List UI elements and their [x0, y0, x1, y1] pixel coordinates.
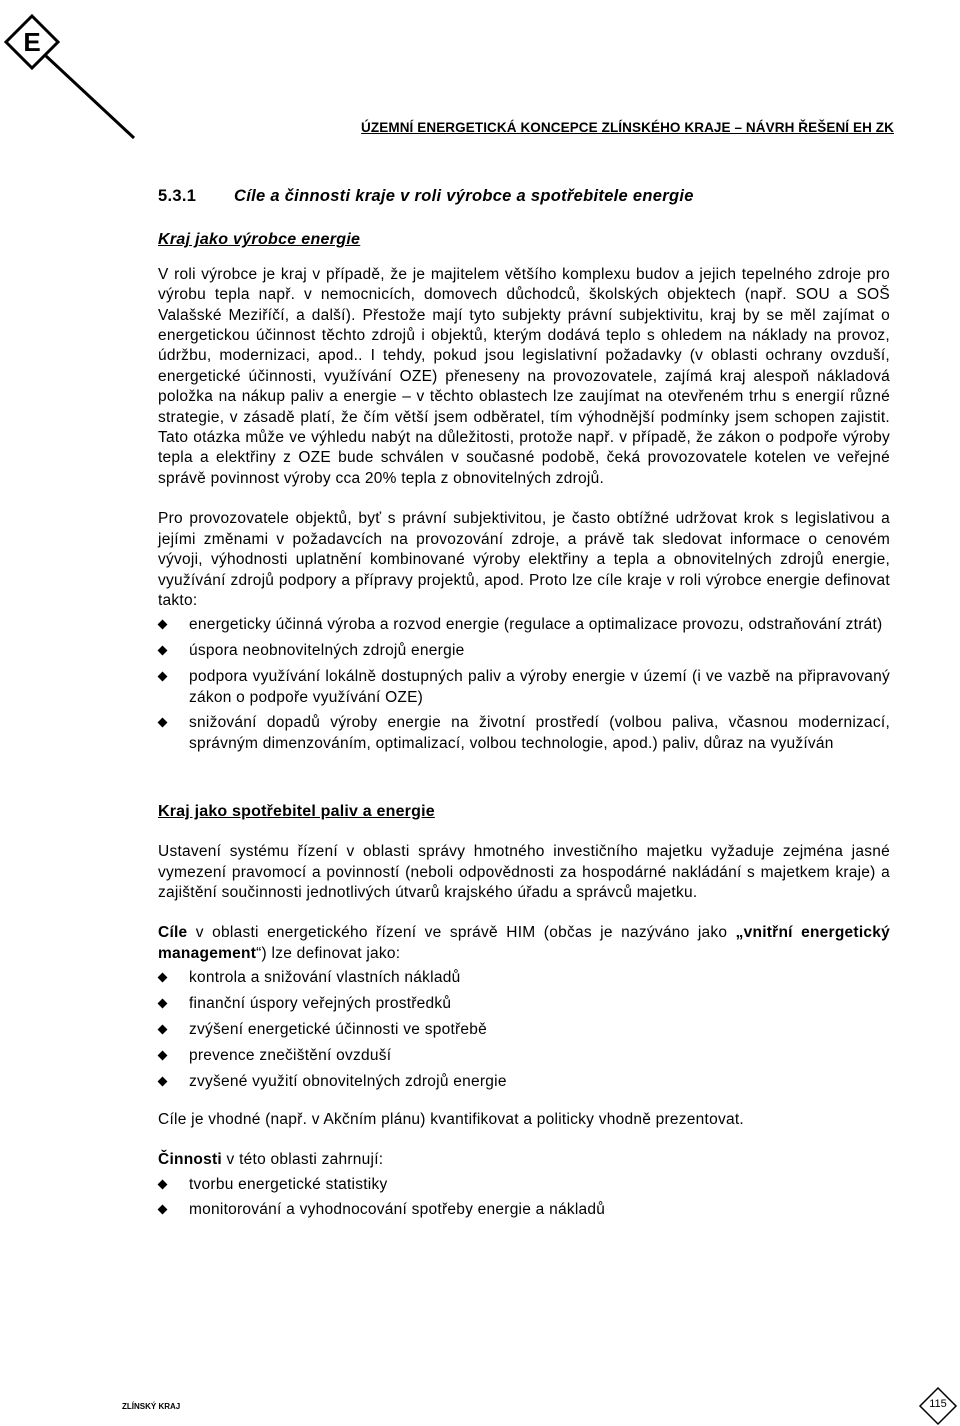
consumer-heading: Kraj jako spotřebitel paliv a energie — [158, 802, 435, 820]
section-number: 5.3.1 — [158, 187, 197, 205]
consumer-activities-list — [158, 1175, 890, 1221]
section-title: Cíle a činnosti kraje v roli výrobce a spotřebitele energie — [234, 187, 694, 205]
consumer-paragraph-4: Činnosti v této oblasti zahrnují: — [158, 1151, 384, 1169]
page-content — [158, 186, 890, 1226]
list-item: energeticky účinná výroba a rozvod energie (regulace a optimalizace provozu, odstraňování ztrát) — [158, 615, 890, 635]
section-heading — [158, 186, 890, 206]
diamond-bullet-icon — [158, 1179, 168, 1189]
consumer-paragraph-3: Cíle je vhodné (např. v Akčním plánu) kvantifikovat a politicky vhodně prezentovat. — [158, 1110, 744, 1128]
list-item: úspora neobnovitelných zdrojů energie — [158, 641, 890, 661]
page-number: 115 — [929, 1398, 947, 1410]
diamond-bullet-icon — [158, 1025, 168, 1035]
list-item: tvorbu energetické statistiky — [158, 1175, 890, 1195]
footer-region-name: ZLÍNSKÝ KRAJ — [122, 1402, 181, 1411]
list-item: snižování dopadů výroby energie na životní prostředí (volbou paliva, včasnou modernizací, správným dimenzováním, optimalizací, volbou technologie, apod.) paliv, důraz na využíván — [158, 713, 890, 754]
diamond-bullet-icon — [158, 1205, 168, 1215]
diamond-bullet-icon — [158, 999, 168, 1009]
producer-paragraph-2: Pro provozovatele objektů, byť s právní subjektivitou, je často obtížné udržovat krok s legislativou a jejími změnami v požadavcích na provozování zdroje, a právě tak sledovat informace o cenovém vývoji, výhodnosti uplatnění kombinované výroby elektřiny a tepla a obnovitelných zdrojů energie, využívání zdrojů podpory a přípravy projektů, apod. Proto lze cíle kraje v roli výrobce energie definovat takto: — [158, 510, 890, 609]
diamond-bullet-icon — [158, 973, 168, 983]
list-item: zvyšené využití obnovitelných zdrojů energie — [158, 1072, 890, 1092]
list-item: zvýšení energetické účinnosti ve spotřebě — [158, 1020, 890, 1040]
list-item: prevence znečištění ovzduší — [158, 1046, 890, 1066]
consumer-paragraph-2: Cíle v oblasti energetického řízení ve správě HIM (občas je nazýváno jako „vnitřní energetický management“) lze definovat jako: — [158, 924, 890, 962]
diamond-bullet-icon — [158, 1050, 168, 1060]
producer-goals-list — [158, 615, 890, 754]
diamond-bullet-icon — [158, 718, 168, 728]
diamond-bullet-icon — [158, 646, 168, 656]
list-item: monitorování a vyhodnocování spotřeby energie a nákladů — [158, 1200, 890, 1220]
diamond-bullet-icon — [158, 672, 168, 682]
producer-heading: Kraj jako výrobce energie — [158, 231, 361, 249]
diamond-bullet-icon — [158, 1076, 168, 1086]
consumer-goals-list — [158, 968, 890, 1092]
diamond-bullet-icon — [158, 620, 168, 630]
list-item: kontrola a snižování vlastních nákladů — [158, 968, 890, 988]
producer-paragraph-1: V roli výrobce je kraj v případě, že je majitelem většího komplexu budov a jejich tepelného zdroje pro výrobu tepla např. v nemocnicích, domovech důchodců, školských objektech (např. SOU a SOŠ Valašské Meziříčí, a další). Přestože mají tyto subjekty právní subjektivitu, kraj by se měl zajímat o energetickou účinnost těchto zdrojů i objektů, kterým dodává teplo s ohledem na náklady na provoz, údržbu, modernizaci, apod.. I tehdy, pokud jsou legislativní požadavky (v oblasti ochrany ovzduší, energetické účinnosti, využívání OZE) přeneseny na provozovatele, zajímá kraj alespoň nákladová položka na nákup paliv a energie – v těchto oblastech lze zaujímat na otevřeném trhu s energií různé strategie, v zásadě platí, že čím větší jsem odběratel, tím výhodnější podmínky jsem schopen zajistit. Tato otázka může ve výhledu nabýt na důležitosti, protože např. v případě, že zákon o podpoře výroby tepla a elektřiny z OZE bude schválen v současné podobě, čeká provozovatele kotelen ve veřejné správě povinnost výroby cca 20% tepla z obnovitelných zdrojů. — [158, 265, 890, 487]
logo-letter: E — [23, 27, 41, 57]
list-item: podpora využívání lokálně dostupných paliv a výroby energie v území (i ve vazbě na připravovaný zákon o podpoře využívání OZE) — [158, 667, 890, 708]
list-item: finanční úspory veřejných prostředků — [158, 994, 890, 1014]
consumer-paragraph-1: Ustavení systému řízení v oblasti správy hmotného investičního majetku vyžaduje zejména jasné vymezení pravomocí a povinností (neboli odpovědnosti za hospodárné nakládání s majetkem kraje) a zajištění součinnosti jednotlivých útvarů krajského úřadu a správců majetku. — [158, 843, 890, 901]
document-header-title: ÚZEMNÍ ENERGETICKÁ KONCEPCE ZLÍNSKÉHO KRAJE – NÁVRH ŘEŠENÍ EH ZK — [361, 120, 894, 135]
